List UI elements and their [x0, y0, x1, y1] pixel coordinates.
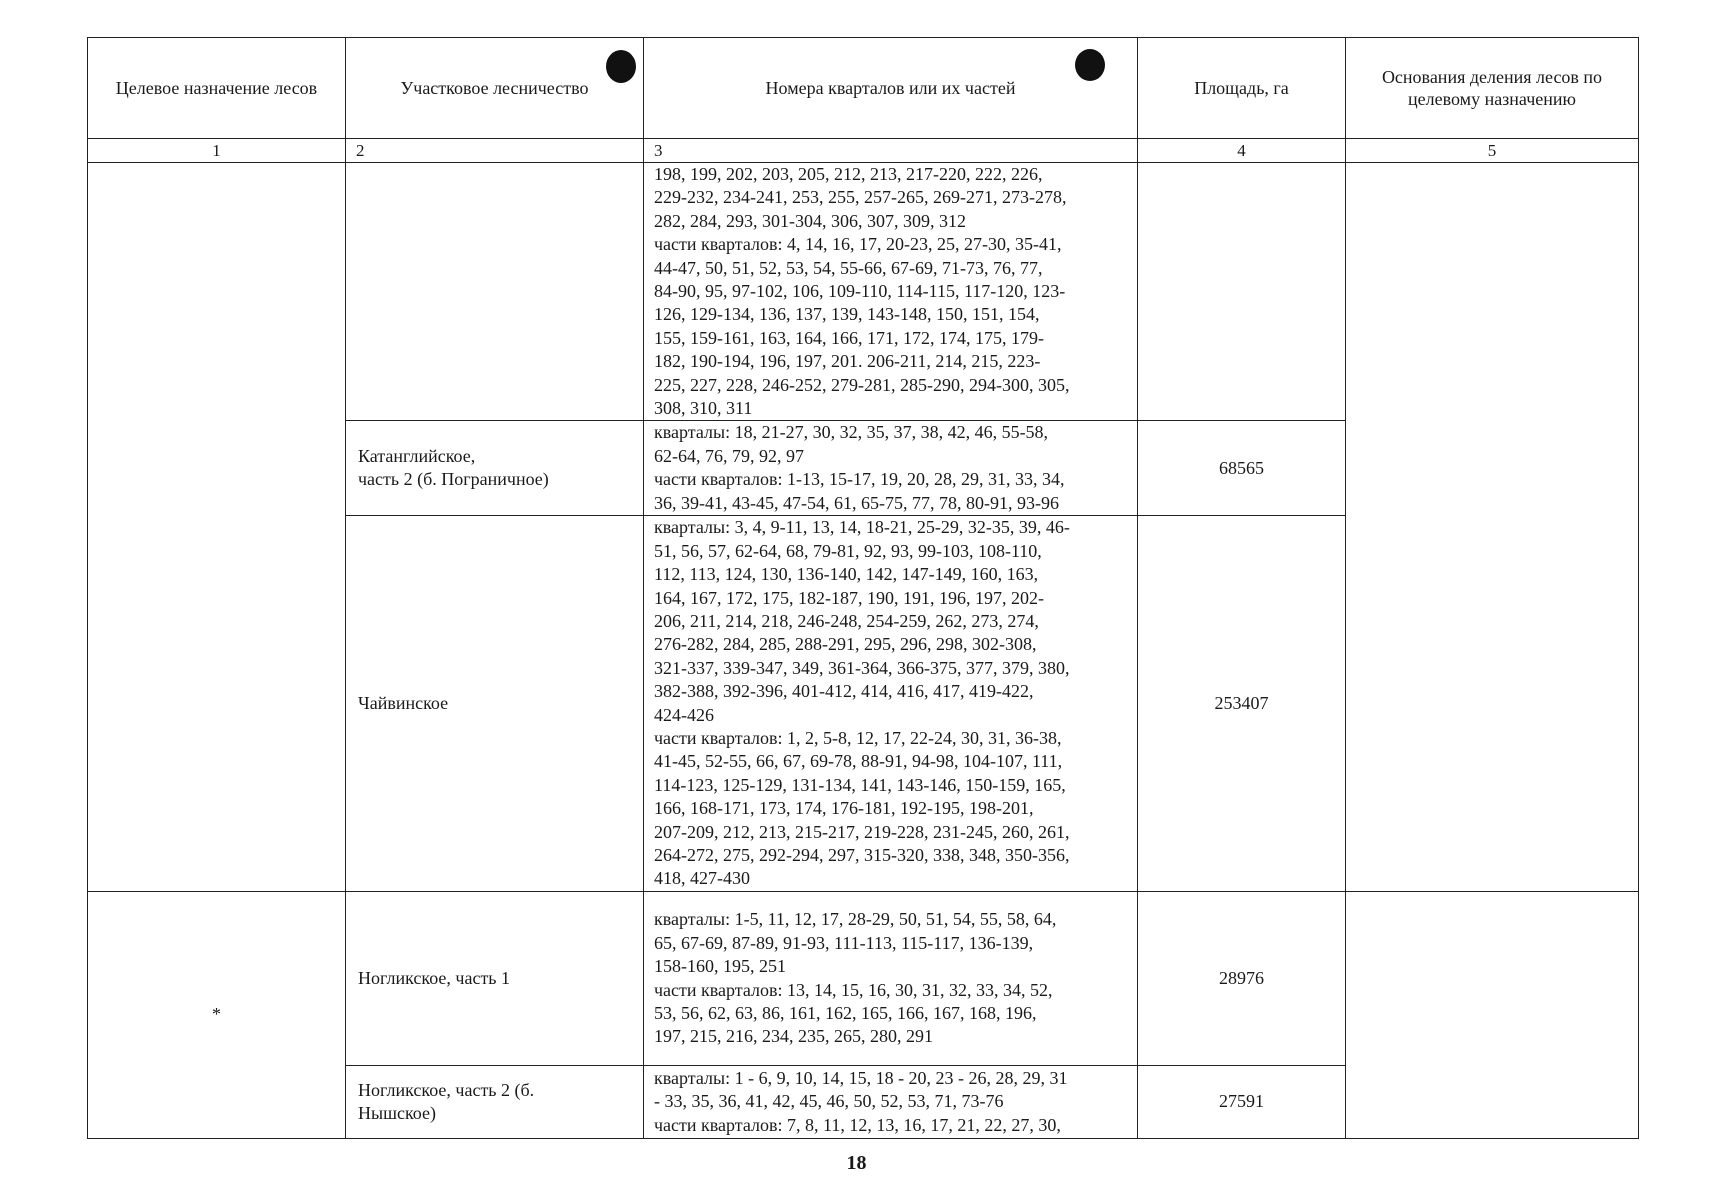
table-row [88, 892, 1639, 1066]
forestry-cell: Чайвинское [346, 516, 644, 892]
quarters-cell: кварталы: 1-5, 11, 12, 17, 28-29, 50, 51, 54, 55, 58, 64, 65, 67-69, 87-89, 91-93, 111-113, 115-117, 136-139, 158-160, 195, 251 части кварталов: 13, 14, 15, 16, 30, 31, 32, 33, 34, 52, 53, 56, 62, 63, 86, 161, 162, 165, 166, 167, 168, 196, 197, 215, 216, 234, 235, 265, 280, 291 [644, 892, 1138, 1066]
purpose-cell: * [88, 892, 346, 1139]
forestry-cell: Катанглийское, часть 2 (б. Пограничное) [346, 421, 644, 516]
column-number-row [88, 139, 1639, 163]
header-area: Площадь, га [1138, 38, 1346, 139]
header-quarters: Номера кварталов или их частей [644, 38, 1138, 139]
quarters-cell: кварталы: 1 - 6, 9, 10, 14, 15, 18 - 20, 23 - 26, 28, 29, 31 - 33, 35, 36, 41, 42, 45, 46, 50, 52, 53, 71, 73-76 части кварталов: 7, 8, 11, 12, 13, 16, 17, 21, 22, 27, 30, [644, 1066, 1138, 1139]
column-number: 5 [1346, 139, 1639, 163]
area-cell: 27591 [1138, 1066, 1346, 1139]
forestry-cell [346, 163, 644, 421]
column-number: 3 [644, 139, 1138, 163]
header-basis: Основания деления лесов по целевому назначению [1346, 38, 1639, 139]
page-number: 18 [846, 1152, 867, 1174]
quarters-cell: кварталы: 3, 4, 9-11, 13, 14, 18-21, 25-29, 32-35, 39, 46- 51, 56, 57, 62-64, 68, 79-81, 92, 93, 99-103, 108-110, 112, 113, 124, 130, 136-140, 142, 147-149, 160, 163, 164, 167, 172, 175, 182-187, 190, 191, 196, 197, 202- 206, 211, 214, 218, 246-248, 254-259, 262, 273, 274, 276-282, 284, 285, 288-291, 295, 296, 298, 302-308, 321-337, 339-347, 349, 361-364, 366-375, 377, 379, 380, 382-388, 392-396, 401-412, 414, 416, 417, 419-422, 424-426 части кварталов: 1, 2, 5-8, 12, 17, 22-24, 30, 31, 36-38, 41-45, 52-55, 66, 67, 69-78, 88-91, 94-98, 104-107, 111, 114-123, 125-129, 131-134, 141, 143-146, 150-159, 165, 166, 168-171, 173, 174, 176-181, 192-195, 198-201, 207-209, 212, 213, 215-217, 219-228, 231-245, 260, 261, 264-272, 275, 292-294, 297, 315-320, 338, 348, 350-356, 418, 427-430 [644, 516, 1138, 892]
basis-cell [1346, 163, 1639, 892]
header-purpose: Целевое назначение лесов [88, 38, 346, 139]
area-cell: 68565 [1138, 421, 1346, 516]
forestry-cell: Ногликское, часть 2 (б. Нышское) [346, 1066, 644, 1139]
area-cell: 253407 [1138, 516, 1346, 892]
table-row [88, 163, 1639, 421]
header-forestry: Участковое лесничество [346, 38, 644, 139]
table-header-row [88, 38, 1639, 139]
area-cell: 28976 [1138, 892, 1346, 1066]
quarters-cell: кварталы: 18, 21-27, 30, 32, 35, 37, 38, 42, 46, 55-58, 62-64, 76, 79, 92, 97 части кварталов: 1-13, 15-17, 19, 20, 28, 29, 31, 33, 34, 36, 39-41, 43-45, 47-54, 61, 65-75, 77, 78, 80-91, 93-96 [644, 421, 1138, 516]
column-number: 4 [1138, 139, 1346, 163]
forest-division-table [87, 37, 1639, 1139]
basis-cell [1346, 892, 1639, 1139]
area-cell [1138, 163, 1346, 421]
forestry-cell: Ногликское, часть 1 [346, 892, 644, 1066]
column-number: 1 [88, 139, 346, 163]
column-number: 2 [346, 139, 644, 163]
quarters-cell: 198, 199, 202, 203, 205, 212, 213, 217-220, 222, 226, 229-232, 234-241, 253, 255, 257-265, 269-271, 273-278, 282, 284, 293, 301-304, 306, 307, 309, 312 части кварталов: 4, 14, 16, 17, 20-23, 25, 27-30, 35-41, 44-47, 50, 51, 52, 53, 54, 55-66, 67-69, 71-73, 76, 77, 84-90, 95, 97-102, 106, 109-110, 114-115, 117-120, 123- 126, 129-134, 136, 137, 139, 143-148, 150, 151, 154, 155, 159-161, 163, 164, 166, 171, 172, 174, 175, 179- 182, 190-194, 196, 197, 201. 206-211, 214, 215, 223- 225, 227, 228, 246-252, 279-281, 285-290, 294-300, 305, 308, 310, 311 [644, 163, 1138, 421]
purpose-cell [88, 163, 346, 892]
